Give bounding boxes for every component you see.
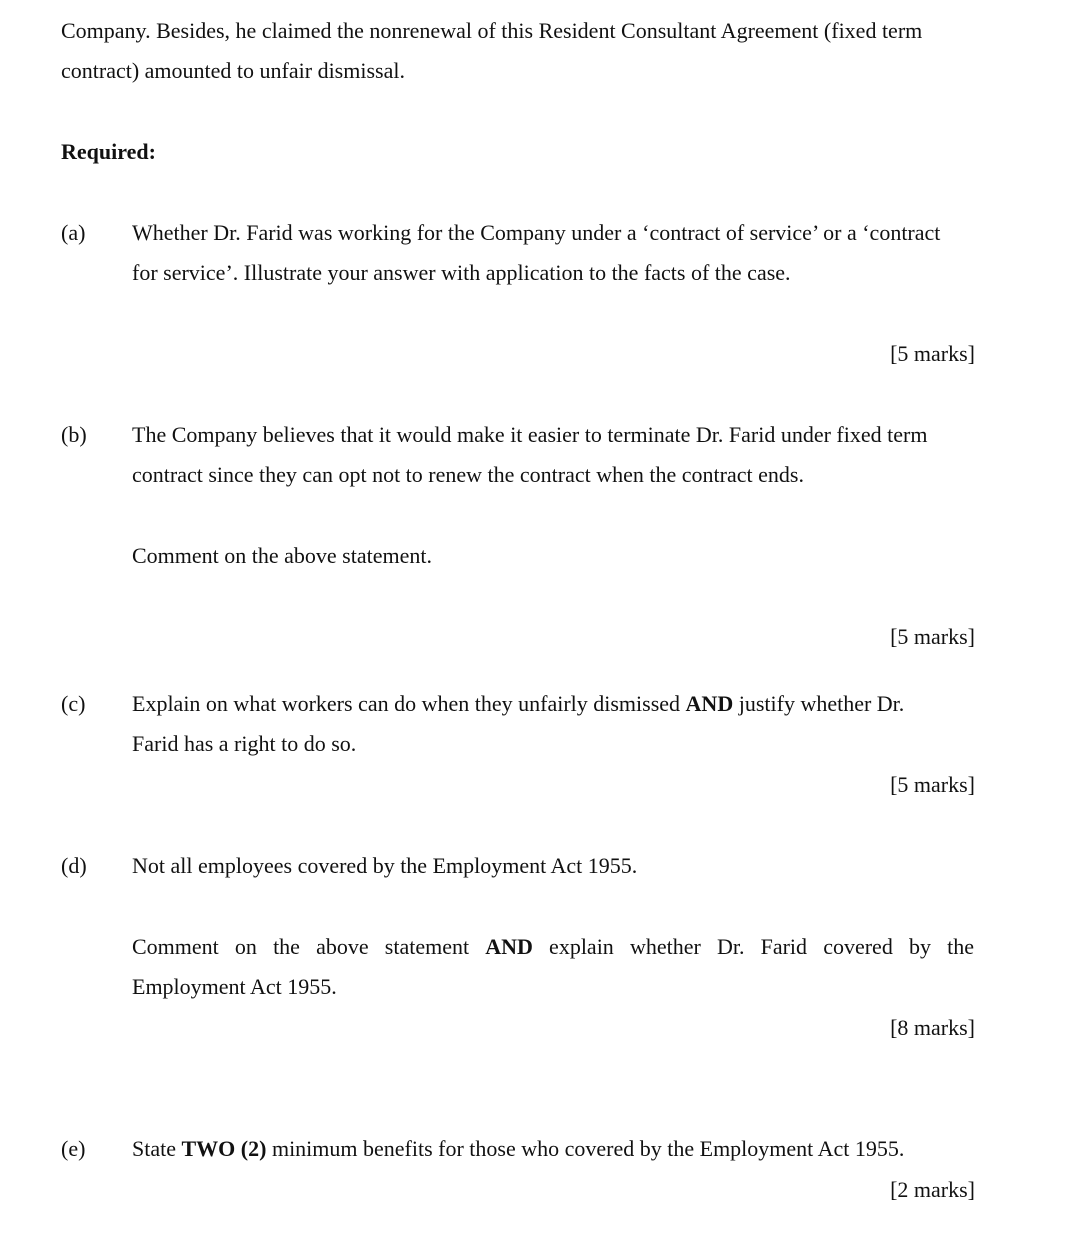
question-b-marks: [5 marks] — [890, 624, 975, 649]
question-e-line-1 — [132, 1136, 904, 1162]
question-d-label: (d) — [61, 853, 87, 878]
question-a-marks: [5 marks] — [890, 341, 975, 366]
question-e-line-1-bold: TWO (2) — [181, 1136, 267, 1161]
question-d-line-2 — [132, 934, 974, 960]
question-e-line-1-post: minimum benefits for those who covered by the Employment Act 1955. — [266, 1136, 905, 1161]
question-a-line-1: Whether Dr. Farid was working for the Company under a ‘contract of service’ or a ‘contract — [132, 220, 941, 245]
question-c-line-2: Farid has a right to do so. — [132, 731, 357, 756]
question-e-marks: [2 marks] — [890, 1177, 975, 1202]
question-c-line-1-bold: AND — [685, 691, 734, 716]
question-d-line-2-post: explain whether Dr. Farid covered by the — [532, 934, 974, 959]
question-c-line-1 — [132, 691, 904, 717]
question-d-line-1: Not all employees covered by the Employment Act 1955. — [132, 853, 638, 878]
required-heading: Required: — [61, 139, 156, 164]
question-d-line-2-pre: Comment on the above statement — [132, 934, 486, 959]
question-b-line-2: contract since they can opt not to renew the contract when the contract ends. — [132, 462, 804, 487]
question-d-line-3: Employment Act 1955. — [132, 974, 337, 999]
question-e-line-1-pre: State — [132, 1136, 182, 1161]
question-e-label: (e) — [61, 1136, 86, 1161]
question-b-label: (b) — [61, 422, 87, 447]
question-c-label: (c) — [61, 691, 86, 716]
intro-line-1: Company. Besides, he claimed the nonrenewal of this Resident Consultant Agreement (fixed term — [61, 18, 923, 43]
question-a-label: (a) — [61, 220, 86, 245]
intro-line-2: contract) amounted to unfair dismissal. — [61, 58, 405, 83]
question-d-marks: [8 marks] — [890, 1015, 975, 1040]
question-c-line-1-pre: Explain on what workers can do when they unfairly dismissed — [132, 691, 686, 716]
question-c-marks: [5 marks] — [890, 772, 975, 797]
question-b-line-3: Comment on the above statement. — [132, 543, 432, 568]
question-b-line-1: The Company believes that it would make it easier to terminate Dr. Farid under fixed term — [132, 422, 928, 447]
question-c-line-1-post: justify whether Dr. — [733, 691, 905, 716]
question-d-line-2-bold: AND — [485, 934, 533, 959]
question-a-line-2: for service’. Illustrate your answer with application to the facts of the case. — [132, 260, 791, 285]
